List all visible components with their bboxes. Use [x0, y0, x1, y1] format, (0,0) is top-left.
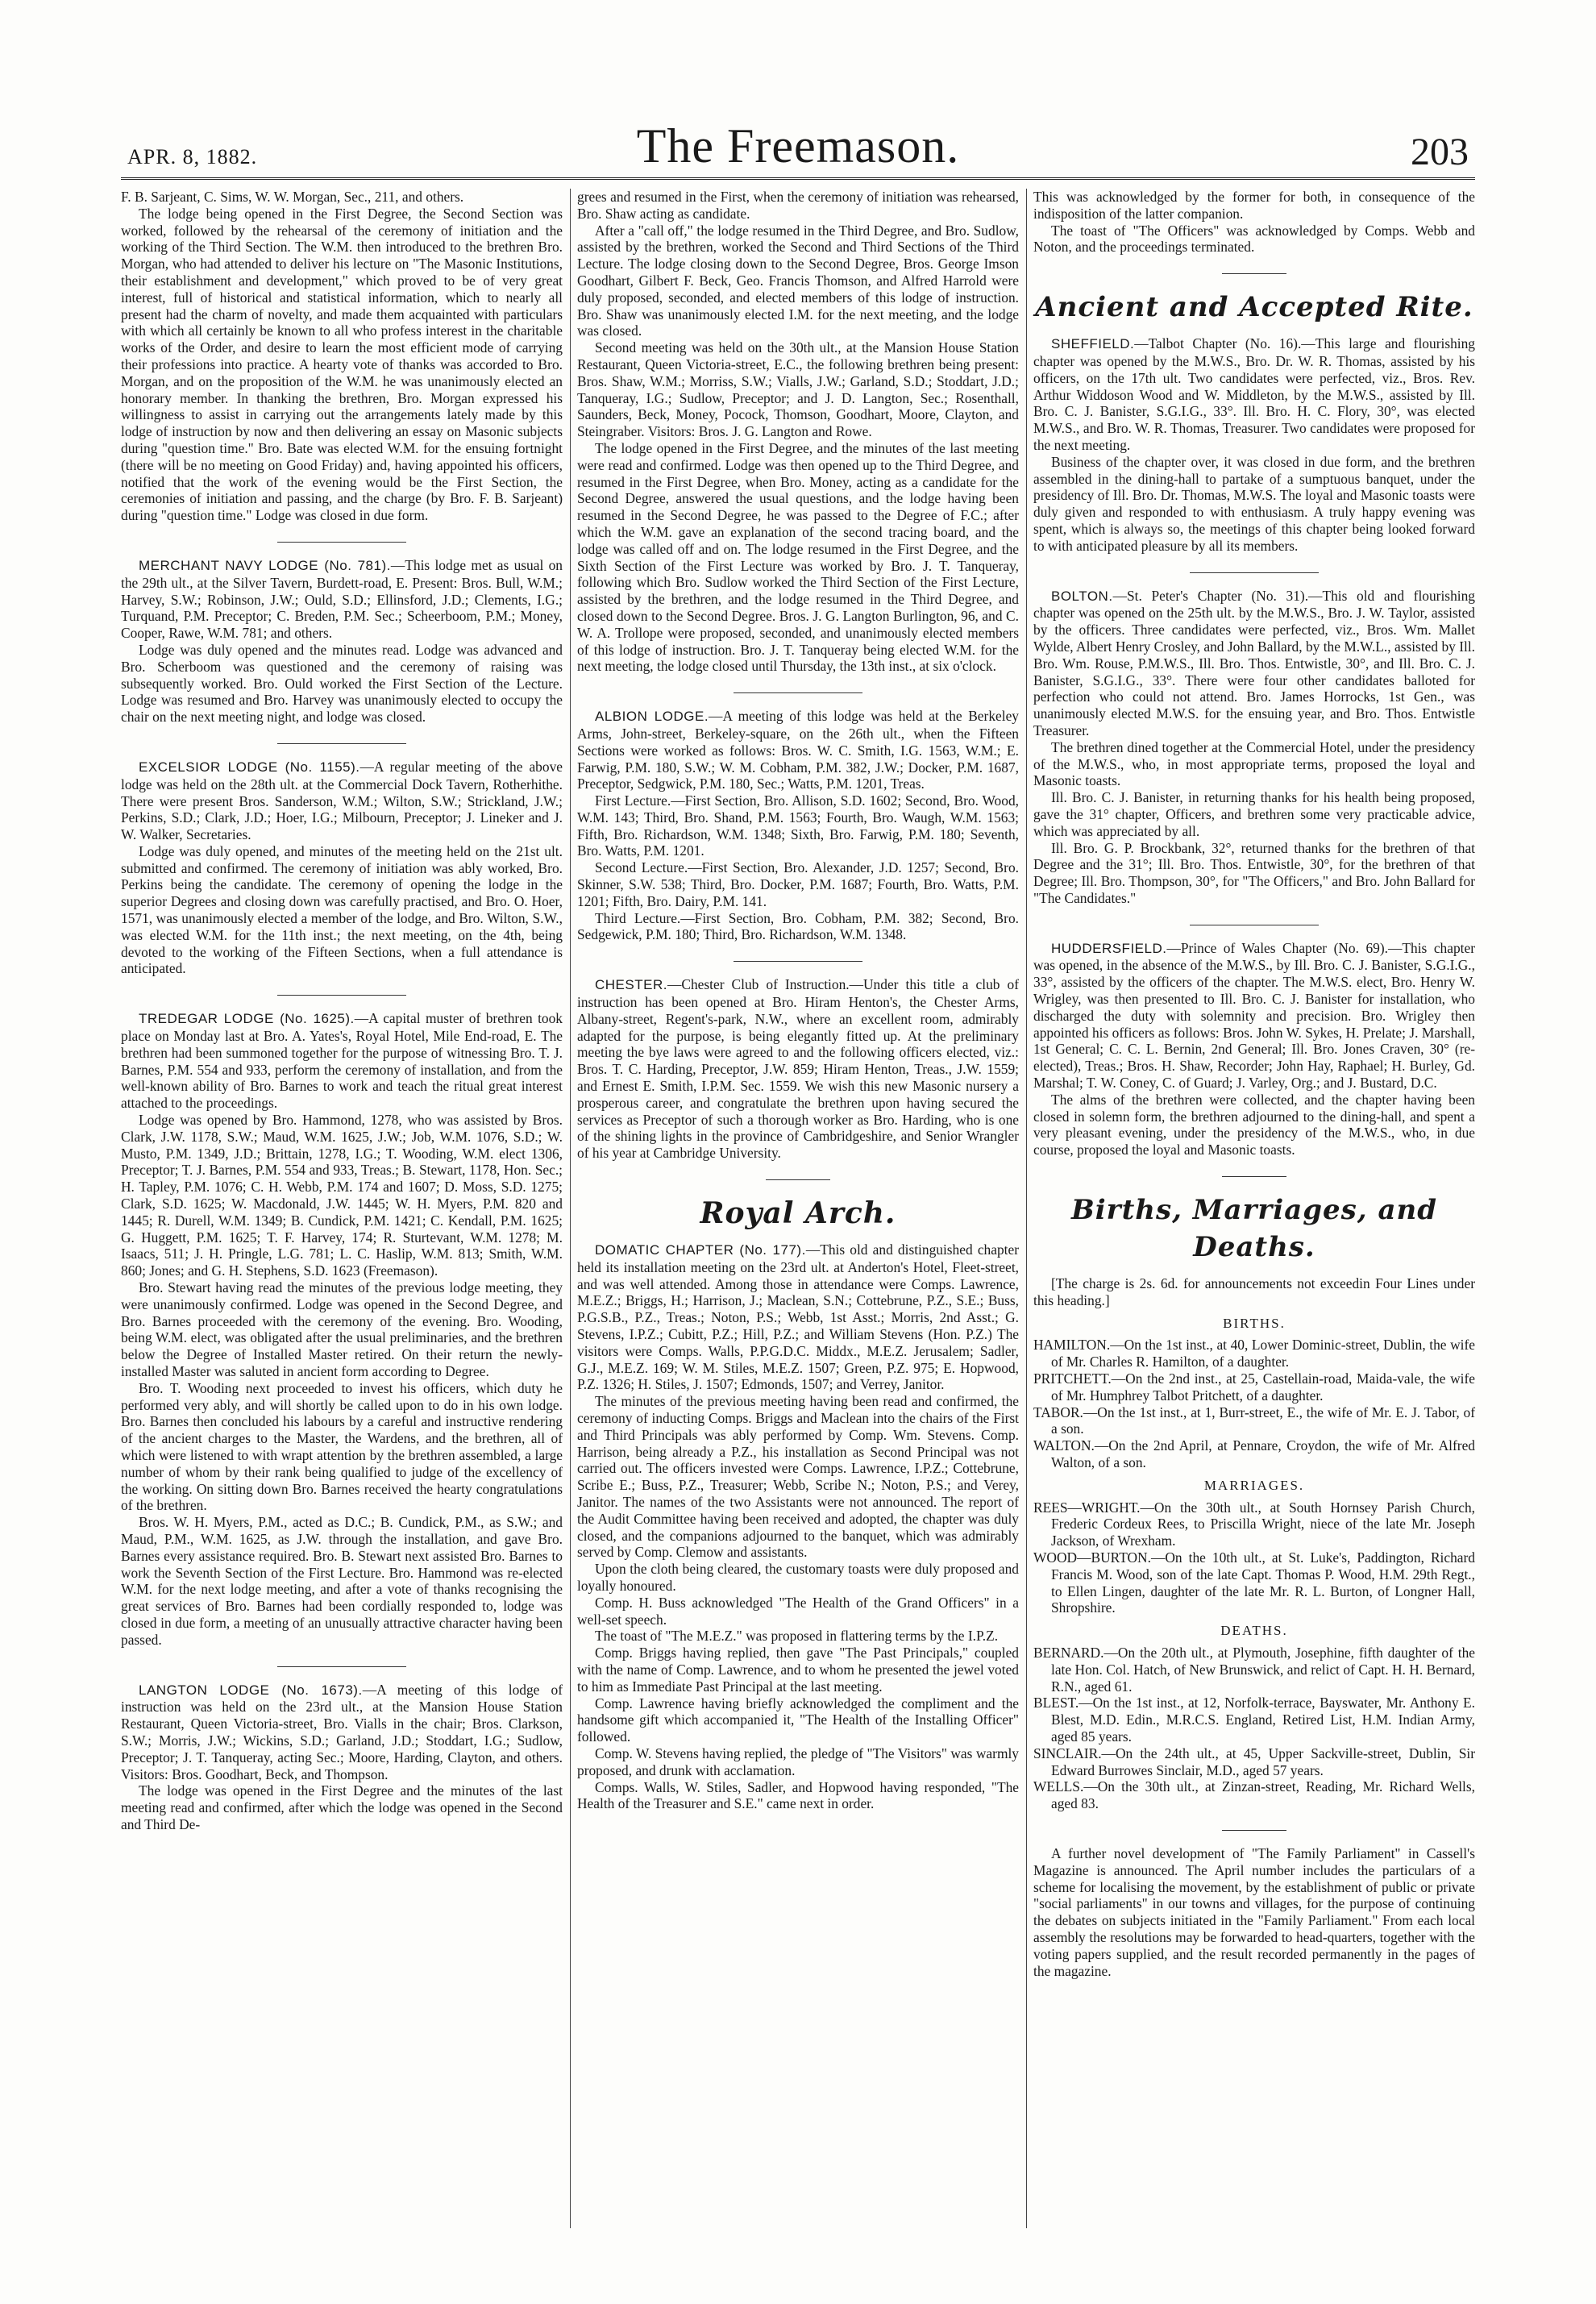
- paragraph: Comps. Walls, W. Stiles, Sadler, and Hopwood having responded, "The Health of the Treasurer and S.E." came next in order.: [577, 1778, 1019, 1812]
- divider: [277, 743, 406, 744]
- entry-name: BERNARD.: [1033, 1644, 1104, 1661]
- paragraph: The toast of "The Officers" was acknowledged by Comps. Webb and Noton, and the proceedings terminated.: [1033, 222, 1475, 256]
- paragraph: After a "call off," the lodge resumed in the Third Degree, and Bro. Sudlow, assisted by the brethren, worked the Second and Third Sections of the Third Lecture. The lodge closing down to the Second Degree, Bros. George Imson Goodhart, Gilbert F. Beck, Geo. Francis Thomson, and Alfred Harrold were duly proposed, seconded, and elected members of this lodge of instruction. Bro. Shaw was unanimously elected I.M. for the next meeting, and the lodge was closed.: [577, 222, 1019, 339]
- entry-text: —On the 20th ult., at Plymouth, Josephine, fifth daughter of the late Hon. Col. Hatch, of New Brunswick, and relict of Capt. H. H. Bernard, R.N., aged 61.: [1051, 1644, 1475, 1695]
- column-3: [1033, 189, 1475, 1979]
- article-heading: DOMATIC CHAPTER (No. 177).: [595, 1242, 806, 1258]
- masthead: [121, 121, 1475, 180]
- marriage-entry: [1033, 1549, 1475, 1616]
- paragraph: The brethren dined together at the Commercial Hotel, under the presidency of the M.W.S., who, in most appropriate terms, proposed the loyal and Masonic toasts.: [1033, 738, 1475, 789]
- paragraph: Comp. W. Stevens having replied, the pledge of "The Visitors" was warmly proposed, and drunk with acclamation.: [577, 1745, 1019, 1778]
- article-text: —This lodge met as usual on the 29th ult., at the Silver Tavern, Burdett-road, E. Present: Bros. Bull, W.M.; Harvey, S.W.; Robinson, J.W.; Ould, S.D.; Ellinsford, J.D.; Clements, I.G.; Turquand, P.M. Preceptor; C. Breden, P.M. Sec.; Scheerboom, P.M.; Money, Cooper, Rawe, W.M. 781; and others.: [121, 556, 563, 642]
- entry-text: —On the 24th ult., at 45, Upper Sackville-street, Dublin, Sir Edward Burrowes Sinclair, M.D., aged 57 years.: [1051, 1745, 1475, 1778]
- announcement-note: [The charge is 2s. 6d. for announcements not exceedin Four Lines under this heading.]: [1033, 1275, 1475, 1308]
- paragraph: Bro. T. Wooding next proceeded to invest his officers, which duty he performed very ably, and will shortly be called upon to do in his own lodge. Bro. Barnes then concluded his labours by a careful and instructive rendering of the ancient charges to the Master, the Wardens, and the brethren, all of which were listened to with wrapt attention by the brethren assembled, a large number of whom by their rank being qualified to judge of the excellency of the working. On sitting down Bro. Barnes received the hearty congratulations of the brethren.: [121, 1379, 563, 1514]
- entry-name: PRITCHETT.: [1033, 1370, 1112, 1387]
- paragraph: F. B. Sarjeant, C. Sims, W. W. Morgan, Sec., 211, and others.: [121, 189, 464, 205]
- article-text: —Chester Club of Instruction.—Under this title a club of instruction has been opened at Bro. Hiram Henton's, the Chester Arms, Albany-street, Regent's-park, N.W., where an excellent room, admirably adapted for the purpose, is being elegantly fitted up. At the preliminary meeting the bye laws were agreed to and the following officers elected, viz.: Bros. T. C. Harding, Preceptor, J.W. 859; Hiram Henton, Treas., J.W. 1559; and Ernest E. Smith, I.P.M. Sec. 1559. We wish this new Masonic nursery a prosperous career, and congratulate the brethren upon having secured the services as Preceptor of such a thorough worker as Bro. Harding, who is one of the shining lights in the province of Cambridgeshire, and Senior Wrangler of his year at Cambridge University.: [577, 976, 1019, 1162]
- article-albion: [577, 708, 1019, 792]
- paragraph: This was acknowledged by the former for both, in consequence of the indisposition of the latter companion.: [1033, 189, 1475, 222]
- paragraph: Comp. Lawrence having briefly acknowledged the compliment and the handsome gift which accompanied it, "The Health of the Installing Officer" followed.: [577, 1695, 1019, 1745]
- page-number: 203: [1411, 131, 1469, 173]
- entry-text: —On the 2nd inst., at 25, Castellain-road, Maida-vale, the wife of Mr. Humphrey Talbot Pritchett, of a daughter.: [1051, 1370, 1475, 1404]
- article-chester: [577, 976, 1019, 1162]
- column-rule: [570, 189, 571, 2228]
- entry-name: TABOR.: [1033, 1404, 1083, 1420]
- paragraph: Bro. Stewart having read the minutes of the previous lodge meeting, they were unanimously confirmed. Lodge was opened in the Second Degree, and Bro. Barnes proceeded with the ceremony of the evening. Bro. Wooding, being W.M. elect, was obligated after the usual preliminaries, and the brethren below the Degree of Installed Master retired. On their return the newly-installed Master was saluted in ancient form according to Degree.: [121, 1279, 563, 1379]
- paragraph: Lodge was duly opened and the minutes read. Lodge was advanced and Bro. Scherboom was questioned and the ceremony of raising was subsequently worked. Bro. Ould worked the First Section of the Lecture. Lodge was resumed and Bro. Harvey was unanimously elected to occupy the chair on the next meeting night, and lodge was closed.: [121, 641, 563, 726]
- column-1: [121, 189, 563, 1833]
- paragraph: Upon the cloth being cleared, the customary toasts were duly proposed and loyally honoured.: [577, 1561, 1019, 1594]
- divider: [766, 1179, 830, 1180]
- article-tredegar: [121, 1010, 563, 1112]
- paragraph: grees and resumed in the First, when the ceremony of initiation was rehearsed, Bro. Shaw acting as candidate.: [577, 189, 1019, 222]
- announcements: [1033, 1316, 1475, 1812]
- issue-date: APR. 8, 1882.: [127, 145, 258, 168]
- article-bolton: [1033, 588, 1475, 739]
- entry-text: —On the 1st inst., at 40, Lower Dominic-street, Dublin, the wife of Mr. Charles R. Hamilton, of a daughter.: [1051, 1337, 1475, 1370]
- section-title-births-marriages-deaths: Births, Marriages, and Deaths.: [1071, 1194, 1437, 1264]
- divider: [1222, 1830, 1286, 1831]
- paragraph: Lodge was opened by Bro. Hammond, 1278, who was assisted by Bros. Clark, J.W. 1178, S.W.; Maud, W.M. 1625, J.W.; Job, W.M. 1076, S.D.; W. Musto, P.M. 1349, J.D.; Brittain, 1278, I.G.; T. Wooding, W.M. elect 1306, Preceptor; T. J. Barnes, P.M. 554 and 933, Treas.; B. Stewart, 1178, Hon. Sec.; H. Tapley, P.M. 1076; C. H. Webb, P.M. 174 and 1607; D. Moss, S.D. 1275; Clark, S.D. 1625; W. Macdonald, J.W. 1445; W. H. Myers, P.M. 820 and 1445; R. Durell, W.M. 1349; B. Cundick, P.M. 1421; C. Kendall, P.M. 1625; G. Huggett, P.M. 1625; T. F. Harvey, 174; R. Sturtevant, W.M. 1278; M. Isaacs, 511; J. H. Pringle, L.G. 781; L. C. Haslip, W.M. 813; Smith, W.M. 860; Jones; and G. H. Stephens, S.D. 1623 (Freemason).: [121, 1112, 563, 1279]
- column-rule: [1026, 189, 1027, 2228]
- paragraph: Ill. Bro. C. J. Banister, in returning thanks for his health being proposed, gave the 31° chapter, Officers, and brethren some very practicable advice, which was appreciated by all.: [1033, 789, 1475, 839]
- births-label: BIRTHS.: [1223, 1315, 1286, 1331]
- article-text: —This old and distinguished chapter held its installation meeting on the 23rd ult. at Anderton's Hotel, Fleet-street, and was well attended. Among those in attendance were Comps. Lawrence, M.E.Z.; Briggs, H.; Harrison, J.; Maclean, S.N.; Cottebrune, P.Z., S.E.; Buss, P.G.S.B., P.Z., Treas.; Noton, P.S.; Webb, 1st Asst.; Morris, 2nd Asst.; G. Stevens, I.P.Z.; Cubitt, P.Z.; Hill, P.Z.; and William Stevens (Hon. P.Z.) The visitors were Comps. Walls, P.P.G.D.C. Middx., M.E.Z. Jerusalem; Sadler, G.J., M.E.Z. 169; W. M. Stiles, M.E.Z. 1507; Green, P.Z. 975; E. Hopwood, P.Z. 1326; H. Stiles, J. 1507; Edmonds, 1507; and Verrey, Janitor.: [577, 1241, 1019, 1393]
- article-heading: HUDDERSFIELD.: [1051, 940, 1167, 956]
- paragraph: A further novel development of "The Family Parliament" in Cassell's Magazine is announced. The April number includes the particulars of a scheme for localising the movement, by the establishment of public or private "social parliaments" in our towns and villages, for the purpose of continuing the debates on subjects initiated in the "Family Parliament." From each local assembly the resolutions may be forwarded to head-quarters, together with the voting papers supplied, and the result recorded permanently in the pages of the magazine.: [1033, 1844, 1475, 1979]
- article-heading: CHESTER.: [595, 977, 667, 993]
- article-huddersfield: [1033, 940, 1475, 1092]
- divider: [277, 1666, 406, 1667]
- divider: [734, 692, 862, 693]
- birth-entry: [1033, 1370, 1475, 1404]
- death-entry: [1033, 1695, 1475, 1745]
- article-heading: SHEFFIELD.: [1051, 336, 1135, 352]
- paragraph: Second meeting was held on the 30th ult., at the Mansion House Station Restaurant, Queen Victoria-street, E.C., the following brethren being present: Bros. Shaw, W.M.; Morriss, S.W.; Vialls, J.W.; Garland, S.D.; Stoddart, J.D.; Tanqueray, I.G.; Sudlow, Preceptor; and J. D. Langton, Sec.; Rosenthall, Saunders, Beck, Money, Pocock, Thomson, Goodhart, Moore, Clayton, and Steingraber. Visitors: Bros. J. G. Langton and Rowe.: [577, 339, 1019, 440]
- entry-text: —On the 2nd April, at Pennare, Croydon, the wife of Mr. Alfred Walton, of a son.: [1051, 1437, 1475, 1471]
- section-title-ancient-accepted-rite: Ancient and Accepted Rite.: [1035, 291, 1473, 324]
- paragraph: First Lecture.—First Section, Bro. Allison, S.D. 1602; Second, Bro. Wood, W.M. 143; Third, Bro. Shand, P.M. 1563; Fourth, Bro. Waugh, W.M. 1563; Fifth, Bro. Richardson, W.M. 1348; Sixth, Bro. Farwig, P.M. 180; Seventh, Bro. Watts, P.M. 1201.: [577, 792, 1019, 859]
- death-entry: [1033, 1745, 1475, 1779]
- article-heading: LANGTON LODGE (No. 1673).: [139, 1682, 363, 1698]
- divider: [1222, 1176, 1286, 1177]
- paragraph: The minutes of the previous meeting having been read and confirmed, the ceremony of inducting Comps. Briggs and Maclean into the chairs of the First and Third Principals was ably performed by Comp. Wm. Stevens. Comp. Harrison, being already a P.Z., his installation as Second Principal was not carried out. The officers invested were Comps. Lawrence, I.P.Z.; Cottebrune, Scribe E.; Buss, P.Z., Treasurer; Webb, Scribe N.; Noton, P.S.; and Verey, Janitor. The names of the two Assistants were not announced. The report of the Audit Committee having been received and adopted, the chapter was duly closed, and the companions adjourned to the banquet, which was admirably served by Comp. Clemow and assistants.: [577, 1393, 1019, 1561]
- divider: [734, 961, 862, 962]
- entry-name: SINCLAIR.: [1033, 1745, 1102, 1761]
- section-title-royal-arch: Royal Arch.: [700, 1196, 896, 1231]
- paragraph: Comp. Briggs having replied, then gave "The Past Principals," coupled with the name of Comp. Lawrence, and to whom he presented the jewel voted to him as Immediate Past Principal at the last meeting.: [577, 1645, 1019, 1695]
- death-entry: [1033, 1778, 1475, 1812]
- entry-name: HAMILTON.: [1033, 1337, 1111, 1354]
- birth-entry: [1033, 1404, 1475, 1438]
- marriage-entry: [1033, 1499, 1475, 1549]
- paragraph: The lodge was opened in the First Degree and the minutes of the last meeting read and confirmed, after which the lodge was opened in the Second and Third De-: [121, 1782, 563, 1832]
- paragraph: The lodge being opened in the First Degree, the Second Section was worked, followed by the rehearsal of the ceremony of initiation and the working of the Third Section. The W.M. then introduced to the brethren Bro. Morgan, who had attended to deliver his lecture on "The Masonic Institutions, their establishment and development," which proved to be of very great interest, full of historical and statistical information, which to nearly all present had the charm of novelty, and made them acquainted with particulars with which all certainly be known to all who profess interest in the charitable works of the Order, and desire to learn the most efficient mode of carrying their professions into practice. A hearty vote of thanks was accorded to Bro. Morgan, and on the proposition of the W.M. he was unanimously elected an honorary member. In thanking the brethren, Bro. Morgan expressed his willingness to assist in carrying out the arrangements lately made by this lodge of instruction by now and then delivering an essay on Masonic subjects during "question time." Bro. Bate was elected W.M. for the ensuing fortnight (there will be no meeting on Good Friday) and, having appointed his officers, notified that the work of the evening would be the First Section, the ceremonies of initiation and passing, and the charge (by Bro. F. B. Sarjeant) during "question time." Lodge was closed in due form.: [121, 205, 563, 524]
- article-text: —Talbot Chapter (No. 16).—This large and flourishing chapter was opened by the M.W.S., Bro. Dr. W. R. Thomas, assisted by his officers, on the 17th ult. Two candidates were perfected, viz., Bros. Rev. Arthur Widdoson Wood and W. Middleton, by the M.W.S., assisted by Ill. Bro. C. J. Banister, S.G.I.G., 33°. Ill. Bro. H. C. Flory, 30°, was elected M.W.S., and Bro. W. R. Thomas, Treasurer. Two candidates were proposed for the next meeting.: [1033, 335, 1475, 453]
- divider: [1190, 572, 1319, 573]
- entry-text: —On the 1st inst., at 12, Norfolk-terrace, Bayswater, Mr. Anthony E. Blest, M.D. Edin., M.R.C.S. England, Retired List, H.M. Indian Army, aged 85 years.: [1051, 1695, 1475, 1745]
- paragraph: The toast of "The M.E.Z." was proposed in flattering terms by the I.P.Z.: [595, 1628, 999, 1645]
- column-2: [577, 189, 1019, 1812]
- divider: [277, 542, 406, 543]
- paragraph: Third Lecture.—First Section, Bro. Cobham, P.M. 382; Second, Bro. Sedgewick, P.M. 180; Third, Bro. Richardson, W.M. 1348.: [577, 909, 1019, 943]
- birth-entry: [1033, 1337, 1475, 1370]
- death-entry: [1033, 1645, 1475, 1695]
- marriages-label: MARRIAGES.: [1203, 1477, 1305, 1493]
- article-text: —St. Peter's Chapter (No. 31).—This old and flourishing chapter was opened on the 25th ult. by the M.W.S., Bro. J. W. Taylor, assisted by the officers. Three candidates were perfected, viz., Bros. Wm. Mallet Wylde, Albert Henry Crosley, and John Ballard, by the M.W.L., assisted by Ill. Bro. Wm. Rouse, P.M.W.S., Ill. Bro. Thos. Entwistle, 30°, and Ill. Bro. C. J. Banister, S.G.I.G., 33°. There were four other candidates balloted for perfection who could not attend. Bro. James Horrocks, 1st Gen., was unanimously elected M.W.S. for the ensuing year, and Bro. Thos. Entwistle Treasurer.: [1033, 587, 1475, 738]
- paragraph: The alms of the brethren were collected, and the chapter having been closed in solemn form, the brethren adjourned to the dining-hall, and spent a very pleasant evening, under the presidency of the M.W.S., who, in due course, proposed the loyal and Masonic toasts.: [1033, 1091, 1475, 1158]
- entry-text: —On the 10th ult., at St. Luke's, Paddington, Richard Francis M. Wood, son of the late Capt. Thomas P. Wood, H.M. 29th Regt., to Ellen Lingen, daughter of the late Mr. R. L. Burton, of Longner Hall, Shropshire.: [1051, 1549, 1475, 1616]
- entry-name: WOOD—BURTON.: [1033, 1549, 1151, 1566]
- article-text: —A capital muster of brethren took place on Monday last at Bro. A. Yates's, Royal Hotel, Mile End-road, E. The brethren had been summoned together for the purpose of witnessing Bro. T. J. Barnes, P.M. 554 and 933, perform the ceremony of installation, and from the well-known ability of Bro. Barnes to work and teach the ritual great interest attached to the proceedings.: [121, 1010, 563, 1112]
- article-langton: [121, 1682, 563, 1783]
- divider: [1222, 273, 1286, 274]
- article-sheffield: [1033, 335, 1475, 454]
- article-heading: ALBION LODGE.: [595, 709, 709, 725]
- paragraph: Ill. Bro. G. P. Brockbank, 32°, returned thanks for the brethren of that Degree and the 31°; Ill. Bro. Thos. Entwistle, 30°, for the brethren of that Degree; Ill. Bro. Thompson, 30°, for "The Officers," and Bro. John Ballard for "The Candidates.": [1033, 839, 1475, 906]
- paragraph: Lodge was duly opened, and minutes of the meeting held on the 21st ult. submitted and confirmed. The ceremony of initiation was ably worked, Bro. Perkins being the candidate. The ceremony of opening the lodge in the superior Degrees and closing down was carefully practised, and Bro. O. Hoer, 1571, was unanimously elected a member of the lodge, and Bro. Wilton, S.W., was elected W.M. for the 11th inst.; the next meeting, on the 4th, being devoted to the working of the Fifteen Sections, when a full attendance is anticipated.: [121, 842, 563, 977]
- article-text: —A meeting of this lodge of instruction was held on the 23rd ult., at the Mansion House Station Restaurant, Queen Victoria-street, Bro. Vialls in the chair; Bros. Clarkson, S.W.; Morris, J.W.; Wickins, S.D.; Garland, J.D.; Stoddart, I.G.; Sudlow, Preceptor; J. T. Tanqueray, acting Sec.; Moore, Harding, Clayton, and others. Visitors: Bros. Goodhart, Beck, and Thompson.: [121, 1681, 563, 1782]
- paragraph: The lodge opened in the First Degree, and the minutes of the last meeting were read and confirmed. Lodge was then opened up to the Third Degree, and resumed in the First Degree, when Bro. Money, acting as a candidate for the Second Degree, answered the usual questions, and the lodge having been resumed in the Second Degree, he was passed to the Degree of F.C.; after which the W.M. gave an explanation of the second tracing board, and the lodge was called off and on. The lodge resumed in the First Degree, and the Sixth Section of the First Lecture was worked by Bro. J. T. Tanqueray, following which Bro. Sudlow worked the Third Section of the First Lecture, assisted by the brethren, and the lodge resumed in the Third Degree, and closed down to the Second Degree. Bros. J. G. Langton Burlington, 96, and C. W. A. Trollope were proposed, seconded, and unanimously elected members of this lodge of instruction. Bro. J. T. Tanqueray being elected W.M. for the next meeting, the lodge closed until Thursday, the 13th inst., at six o'clock.: [577, 439, 1019, 675]
- entry-text: —On the 30th ult., at South Hornsey Parish Church, Frederic Cordeux Rees, to Priscilla Wright, niece of the late Mr. Joseph Jackson, of Wrexham.: [1051, 1499, 1475, 1549]
- paragraph: Bros. W. H. Myers, P.M., acted as D.C.; B. Cundick, P.M., as S.W.; and Maud, P.M., W.M. 1625, as J.W. through the installation, and gave Bro. Barnes every assistance required. Bro. B. Stewart next assisted Bro. Barnes to work the Seventh Section of the First Lecture. Bro. Hammond was re-elected W.M. for the next lodge meeting, and after a vote of thanks recognising the great services of Bro. Barnes had been cordially responded to, lodge was closed in due form, a meeting of an unusually attractive character having been passed.: [121, 1514, 563, 1648]
- paragraph: Second Lecture.—First Section, Bro. Alexander, J.D. 1257; Second, Bro. Skinner, S.W. 538; Third, Bro. Docker, P.M. 1687; Fourth, Bro. Watts, P.M. 1201; Fifth, Bro. Dairy, P.M. 141.: [577, 859, 1019, 909]
- article-domatic: [577, 1241, 1019, 1393]
- entry-name: REES—WRIGHT.: [1033, 1499, 1141, 1516]
- paragraph: Comp. H. Buss acknowledged "The Health of the Grand Officers" in a well-set speech.: [577, 1594, 1019, 1628]
- article-heading: TREDEGAR LODGE (No. 1625).: [139, 1011, 355, 1027]
- entry-name: WELLS.: [1033, 1778, 1084, 1795]
- article-heading: EXCELSIOR LODGE (No. 1155).: [139, 759, 360, 775]
- newspaper-title: The Freemason.: [636, 119, 960, 173]
- paragraph: Business of the chapter over, it was closed in due form, and the brethren assembled in the dining-hall to partake of a sumptuous banquet, under the presidency of Ill. Bro. Dr. Thomas, M.W.S. The loyal and Masonic toasts were duly given and responded to with enthusiasm. A truly happy evening was spent, which is always so, the meetings of this chapter being looked forward to with anticipated pleasure by all its members.: [1033, 453, 1475, 554]
- deaths-label: DEATHS.: [1220, 1623, 1288, 1639]
- entry-text: —On the 30th ult., at Zinzan-street, Reading, Mr. Richard Wells, aged 83.: [1051, 1778, 1475, 1812]
- divider: [277, 995, 406, 996]
- entry-name: BLEST.: [1033, 1695, 1079, 1711]
- article-heading: MERCHANT NAVY LODGE (No. 781).: [139, 557, 391, 573]
- article-heading: BOLTON.: [1051, 588, 1113, 604]
- entry-text: —On the 1st inst., at 1, Burr-street, E., the wife of Mr. E. J. Tabor, of a son.: [1051, 1404, 1475, 1437]
- article-excelsior: [121, 759, 563, 843]
- article-text: —A regular meeting of the above lodge was held on the 28th ult. at the Commercial Dock Tavern, Rotherhithe. There were present Bros. Sanderson, W.M.; Wilton, S.W.; Strickland, J.W.; Perkins, S.D.; Clark, J.D.; Hoer, I.G.; Milbourn, Preceptor; J. Lineker and J. W. Walker, Secretaries.: [121, 758, 563, 843]
- entry-name: WALTON.: [1033, 1437, 1095, 1454]
- birth-entry: [1033, 1437, 1475, 1471]
- article-merchant-navy: [121, 557, 563, 642]
- article-text: —A meeting of this lodge was held at the Berkeley Arms, John-street, Berkeley-square, on the 26th ult., when the Fifteen Sections were worked as follows: Bros. W. C. Smith, I.G. 1563, W.M.; E. Farwig, P.M. 180, S.W.; W. M. Cobham, P.M. 382, J.W.; Docker, P.M. 1687, Preceptor, Sedgwick, P.M. 180, Sec.; Watts, P.M. 1201, Treas.: [577, 708, 1019, 792]
- article-text: —Prince of Wales Chapter (No. 69).—This chapter was opened, in the absence of the M.W.S., by Ill. Bro. C. J. Banister, S.G.I.G., 33°, assisted by the officers of the chapter. The M.W.S. elect, Bro. Henry W. Wrigley, was then presented to Ill. Bro. C. J. Banister for installation, who discharged the duty with solemnity and precision. Bro. Wrigley then appointed his officers as follows: Bros. John W. Sykes, H. Prelate; J. Marshall, 1st General; C. C. L. Bernin, 2nd General; Ill. Bro. Jones Craven, 30° (re-elected), Treas.; Bros. H. Shaw, Recorder; John Hay, Raphael; H. Burley, Gd. Marshal; T. W. Coney, C. of Guard; J. Varley, Org.; and J. Bustard, D.C.: [1033, 939, 1475, 1092]
